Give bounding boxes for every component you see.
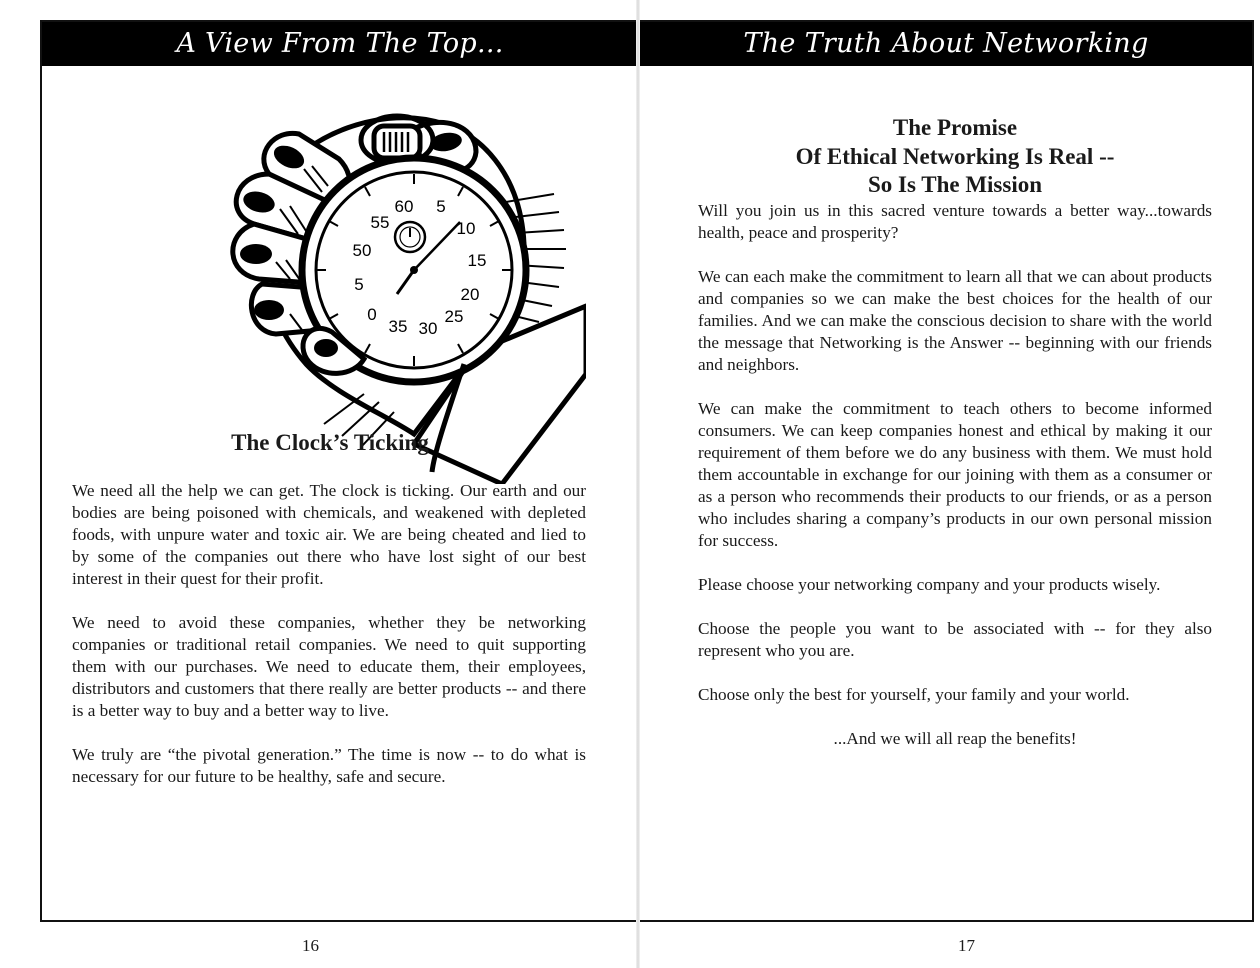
paragraph: Please choose your networking company and your products wisely. (698, 575, 1161, 594)
paragraph: We need all the help we can get. The clock is ticking. Our earth and our bodies are being poisoned with chemicals, and weakened with depleted foods, with unpure water and toxic air. We are being cheated and lied to by some of the companies out there who have lost sight of our best interest in their quest for their profit. (72, 481, 586, 588)
paragraph: We can each make the commitment to learn all that we can about products and companies so we can make the best choices for the health of our families. And we can make the conscious decision to share with the world the message that Networking is the Answer -- beginning with our friends and neighbors. (698, 267, 1212, 374)
right-body-text (698, 200, 1212, 772)
dial-number: 25 (444, 307, 464, 326)
right-page-frame (640, 20, 1254, 922)
closing-line: ...And we will all reap the benefits! (833, 729, 1077, 748)
right-page (640, 0, 1260, 968)
dial-number: 50 (352, 241, 372, 260)
promise-heading-line: So Is The Mission (867, 172, 1043, 197)
dial-number: 5 (436, 197, 446, 216)
paragraph: We truly are “the pivotal generation.” The time is now -- to do what is necessary for our future to be healthy, safe and secure. (72, 745, 586, 786)
paragraph: Choose the people you want to be associated with -- for they also represent who you are. (698, 619, 1212, 660)
right-page-number: 17 (958, 936, 975, 955)
dial-number: 30 (418, 319, 438, 338)
hand-holding-stopwatch-icon (214, 94, 586, 484)
left-body-text (72, 480, 586, 810)
promise-heading-line: The Promise (892, 115, 1018, 140)
promise-heading-line: Of Ethical Networking Is Real -- (795, 143, 1115, 169)
left-page-frame (40, 20, 638, 922)
paragraph: We can make the commitment to teach others to become informed consumers. We can keep companies honest and ethical by making it our requirement of them before we do any business with them. We must hold them accountable in exchange for our joining with them as a consumer or as a person who recommends their products to our friends, or as a person who includes sharing a company’s products in our own personal mission for success. (698, 399, 1212, 550)
paragraph: We need to avoid these companies, whether they be networking companies or traditional retail companies. We need to quit supporting them with our purchases. We need to educate them, their employees, distributors and customers that there really are better products -- and there is a better way to buy and a better way to live. (72, 613, 586, 720)
dial-number: 20 (460, 285, 480, 304)
right-banner-title: The Truth About Networking (640, 22, 1252, 66)
dial-number: 60 (394, 197, 414, 216)
clock-ticking-heading: The Clock’s Ticking (231, 430, 429, 455)
dial-number: 10 (456, 219, 476, 238)
dial-number: 15 (467, 251, 487, 270)
paragraph: Choose only the best for yourself, your family and your world. (698, 685, 1130, 704)
dial-number: 5 (354, 275, 364, 294)
left-page-number: 16 (302, 936, 319, 955)
dial-number: 55 (370, 213, 390, 232)
promise-heading (640, 114, 1260, 200)
dial-number: 35 (388, 317, 408, 336)
left-banner-title: A View From The Top... (42, 22, 638, 66)
dial-number: 0 (367, 305, 377, 324)
paragraph: Will you join us in this sacred venture towards a better way...towards health, peace and prosperity? (698, 201, 1212, 242)
